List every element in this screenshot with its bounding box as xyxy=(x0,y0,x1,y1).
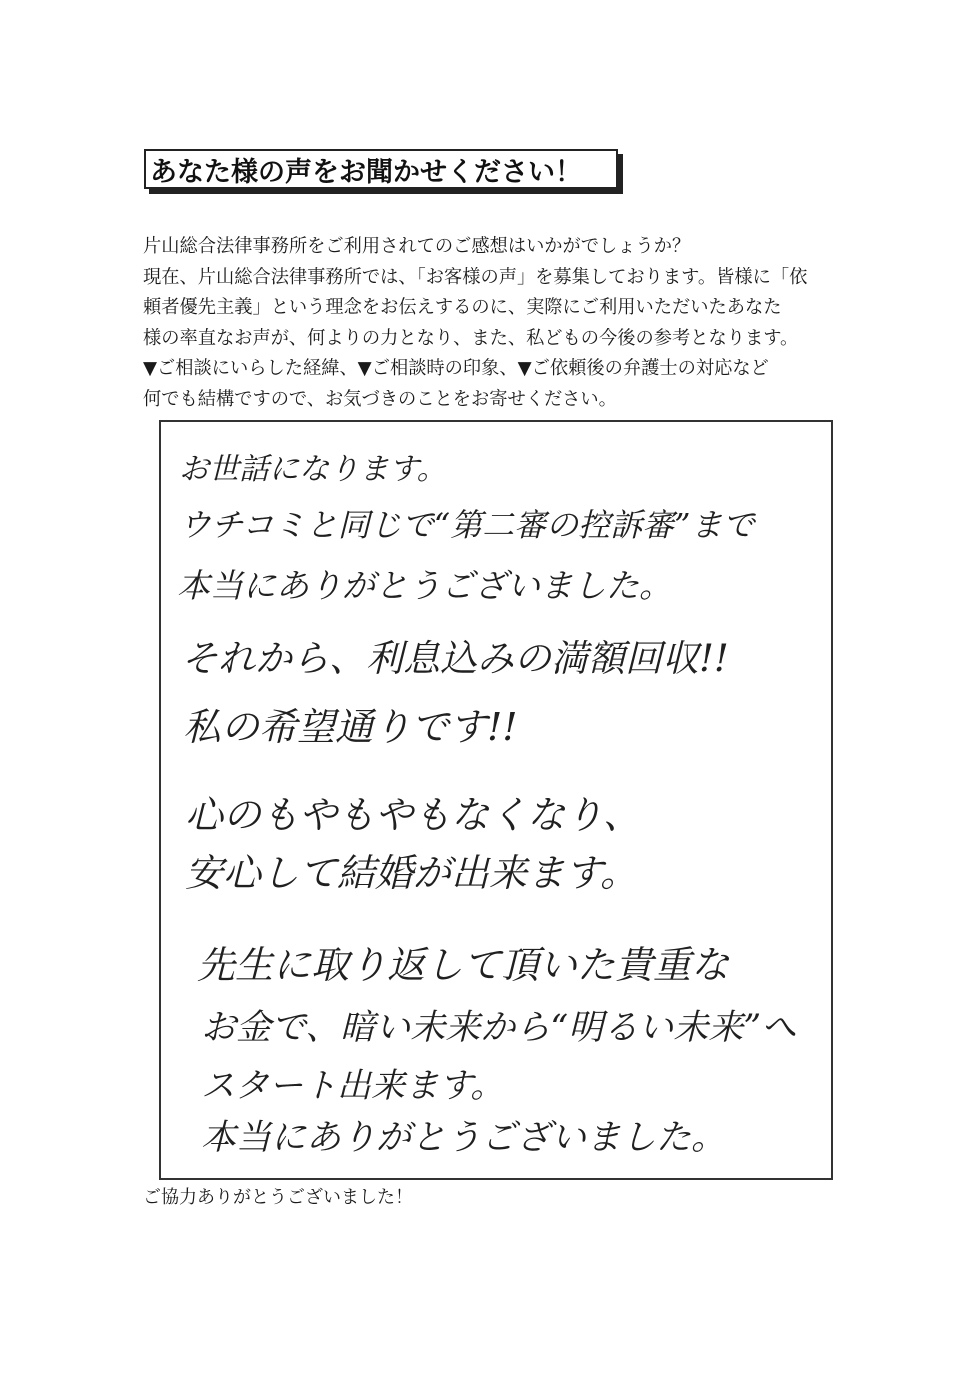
handwritten-line: ウチコミと同じで“第二審の控訴審”まで xyxy=(179,506,755,544)
handwritten-line: 本当にありがとうございました。 xyxy=(177,566,672,605)
handwritten-line: お世話になります。 xyxy=(179,452,447,487)
intro-line: 何でも結構ですので、お気づきのことをお寄せください。 xyxy=(143,388,617,410)
handwritten-line: 安心して結婚が出来ます。 xyxy=(185,851,638,895)
intro-line: 現在、片山総合法律事務所では、「お客様の声」を募集しております。皆様に「依 xyxy=(143,266,808,288)
intro-line: ▼ご相談にいらした経緯、▼ご相談時の印象、▼ご依頼後の弁護士の対応など xyxy=(143,358,769,379)
handwritten-line: 心のもやもやもなくなり、 xyxy=(185,793,642,837)
handwritten-line: 先生に取り返して頂いた貴重な xyxy=(197,943,730,987)
handwritten-line: それから、利息込みの満額回収!! xyxy=(181,637,729,680)
handwritten-line: 本当にありがとうございました。 xyxy=(201,1118,727,1158)
intro-line: 頼者優先主義」という理念をお伝えするのに、実際にご利用いただいたあなた xyxy=(143,297,782,318)
handwritten-line: 私の希望通りです!! xyxy=(183,705,518,749)
intro-line: 様の率直なお声が、何よりの力となり、また、私どもの今後の参考となります。 xyxy=(143,327,799,349)
intro-line: 片山総合法律事務所をご利用されてのご感想はいかがでしょうか？ xyxy=(143,236,691,257)
intro-text xyxy=(143,232,853,415)
heading-box xyxy=(144,149,618,189)
handwritten-answer-box xyxy=(159,420,833,1180)
footer-thanks: ご協力ありがとうございました！ xyxy=(143,1187,413,1208)
handwritten-line: スタート出来ます。 xyxy=(201,1066,505,1106)
handwritten-line: お金で、暗い未来から“明るい未来”へ xyxy=(201,1008,797,1048)
page-title: あなた様の声をお聞かせください！ xyxy=(150,156,582,188)
